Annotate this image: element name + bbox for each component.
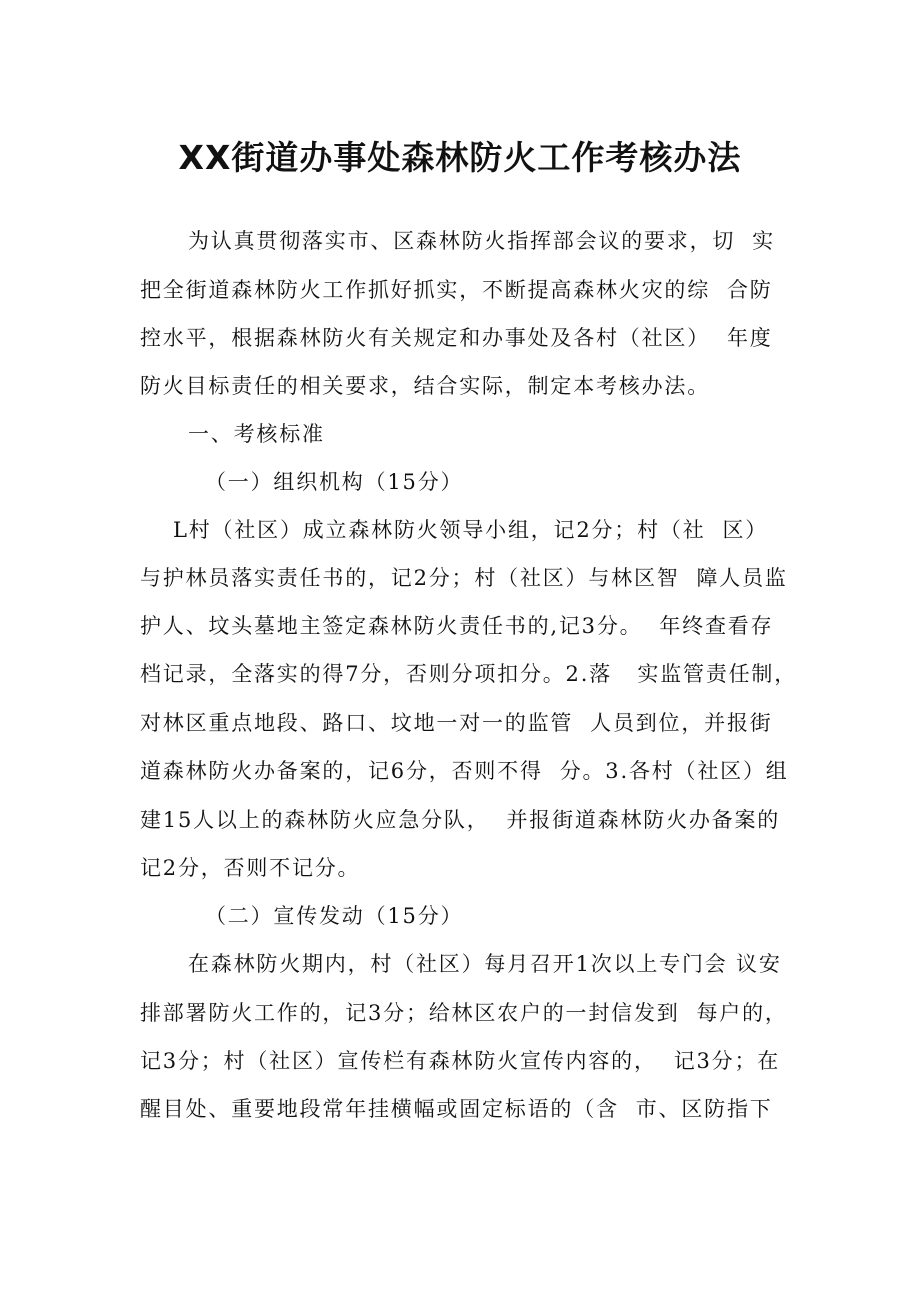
section-heading-assessment-standards: 一、考核标准	[188, 422, 325, 446]
subsection1-line-3: 护人、坟头墓地主签定森林防火责任书的,记3分。 年终查看存	[140, 614, 774, 638]
subsection-heading-organization: （一）组织机构（15分）	[205, 470, 464, 494]
subsection2-line-3: 记3分；村（社区）宣传栏有森林防火宣传内容的， 记3分；在	[140, 1049, 781, 1073]
subsection-heading-publicity: （二）宣传发动（15分）	[205, 904, 464, 928]
subsection1-line-4: 档记录，全落实的得7分，否则分项扣分。2.落 实监管责任制，	[140, 662, 798, 686]
subsection1-line-5: 对林区重点地段、路口、坟地一对一的监管 人员到位，并报街	[140, 711, 773, 735]
document-title: XX街道办事处森林防火工作考核办法	[178, 138, 742, 177]
subsection1-line-1: L村（社区）成立森林防火领导小组，记2分；村（社 区）	[173, 518, 769, 542]
subsection1-line-6: 道森林防火办备案的，记6分，否则不得 分。3.各村（社区）组	[140, 759, 789, 783]
intro-line-1: 为认真贯彻落实市、区森林防火指挥部会议的要求，切 实	[188, 229, 775, 253]
subsection1-line-8: 记2分，否则不记分。	[140, 856, 361, 880]
intro-line-4: 防火目标责任的相关要求，结合实际，制定本考核办法。	[140, 374, 710, 398]
subsection1-line-7: 建15人以上的森林防火应急分队， 并报街道森林防火办备案的	[140, 808, 781, 832]
subsection2-line-2: 排部署防火工作的，记3分；给林区农户的一封信发到 每户的，	[140, 1001, 788, 1025]
intro-line-3: 控水平，根据森林防火有关规定和办事处及各村（社区） 年度	[140, 326, 773, 350]
subsection1-line-2: 与护林员落实责任书的，记2分；村（社区）与林区智 障人员监	[140, 566, 788, 590]
subsection2-line-1: 在森林防火期内，村（社区）每月召开1次以上专门会 议安	[188, 952, 782, 976]
intro-line-2: 把全街道森林防火工作抓好抓实，不断提高森林火灾的综 合防	[140, 278, 773, 302]
subsection2-line-4: 醒目处、重要地段常年挂横幅或固定标语的（含 市、区防指下	[140, 1097, 773, 1121]
